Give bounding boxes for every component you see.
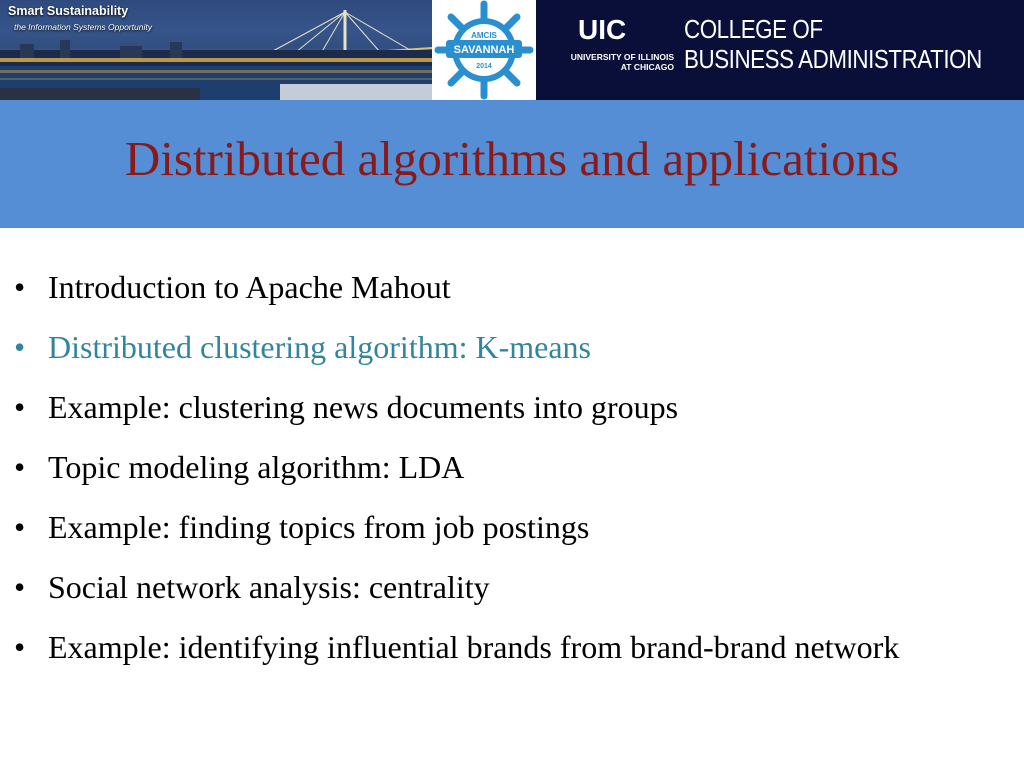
bullet-marker: • xyxy=(14,269,26,305)
amcis-year: 2014 xyxy=(476,63,492,70)
bullet-marker: • xyxy=(14,389,26,425)
banner-conference-title: Smart Sustainability xyxy=(8,4,129,18)
ship-wheel-icon xyxy=(432,0,536,100)
uic-college-name xyxy=(684,14,982,74)
bullet-item xyxy=(14,568,1014,606)
bullet-item xyxy=(14,268,1014,306)
bullet-item xyxy=(14,628,1014,666)
uic-wordmark: UIC xyxy=(578,14,627,45)
bullet-text: Example: identifying influential brands from brand-brand network xyxy=(48,629,900,665)
bullet-marker: • xyxy=(14,629,26,665)
bullet-text: Introduction to Apache Mahout xyxy=(48,269,451,305)
bullet-marker: • xyxy=(14,569,26,605)
bullet-item xyxy=(14,508,1014,546)
amcis-label: AMCIS xyxy=(471,31,497,40)
amcis-city: SAVANNAH xyxy=(453,44,515,56)
bullet-list xyxy=(14,268,1014,688)
bullet-item-highlighted xyxy=(14,328,1014,366)
slide-title: Distributed algorithms and applications xyxy=(124,131,900,186)
uic-university-name xyxy=(550,52,674,72)
bullet-text: Topic modeling algorithm: LDA xyxy=(48,449,465,485)
college-line1: COLLEGE OF xyxy=(684,14,823,44)
bullet-text: Example: clustering news documents into groups xyxy=(48,389,679,425)
bullet-text: Social network analysis: centrality xyxy=(48,569,490,605)
uic-univ-line1: UNIVERSITY OF ILLINOIS xyxy=(570,52,674,62)
bullet-marker: • xyxy=(14,329,26,365)
bullet-text: Distributed clustering algorithm: K-means xyxy=(48,329,591,365)
bullet-marker: • xyxy=(14,509,26,545)
bullet-item xyxy=(14,448,1014,486)
bullet-text: Example: finding topics from job postings xyxy=(48,509,590,545)
header-banner xyxy=(0,0,1024,100)
bullet-item xyxy=(14,388,1014,426)
amcis-logo xyxy=(432,0,536,100)
banner-conference-subtitle: the Information Systems Opportunity xyxy=(14,22,152,32)
uic-univ-line2: AT CHICAGO xyxy=(620,62,674,72)
bullet-marker: • xyxy=(14,449,26,485)
savannah-city-photo xyxy=(0,0,432,100)
college-line2: BUSINESS ADMINISTRATION xyxy=(684,44,982,74)
